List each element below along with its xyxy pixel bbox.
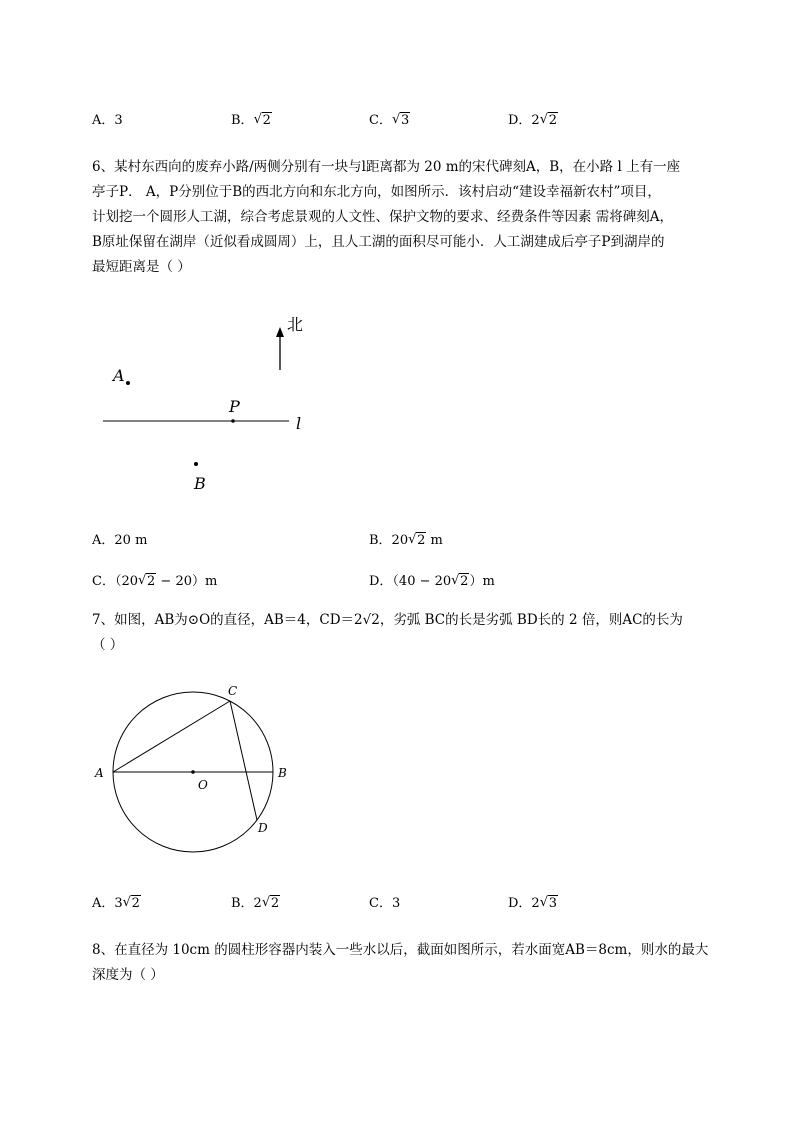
q6-option-a: A．20 m bbox=[92, 533, 148, 548]
sqrt-symbol bbox=[254, 113, 272, 128]
q6-label-a: A bbox=[113, 366, 125, 385]
q8-question-text bbox=[92, 938, 742, 988]
q7-option-b bbox=[231, 892, 280, 911]
q5-option-b-prefix: B． bbox=[231, 113, 254, 128]
q8-line-1: 8、在直径为 10cm 的圆柱形容器内装入一些水以后，截面如图所示，若水面宽AB＝8cm，则水的最大 bbox=[92, 942, 709, 958]
q7-line-2: （ ） bbox=[92, 637, 124, 653]
q8-line-2: 深度为（ ） bbox=[92, 967, 164, 983]
center-point-o bbox=[191, 770, 195, 774]
q6-line-3: 计划挖一个圆形人工湖，综合考虑景观的人文性、保护文物的要求、经费条件等因素 需将碑刻A， bbox=[92, 209, 674, 225]
point-p bbox=[231, 419, 235, 423]
q6-option-c bbox=[92, 570, 217, 589]
q5-option-b-radicand: 2 bbox=[262, 113, 271, 128]
q7-label-a: A bbox=[95, 766, 104, 780]
q7-label-d: D bbox=[258, 821, 268, 835]
point-b bbox=[194, 462, 198, 466]
q7-option-b-radicand: 2 bbox=[270, 896, 280, 911]
q6-option-c-suffix: − 20）m bbox=[156, 574, 218, 589]
q6-line-4: B原址保留在湖岸（近似看成圆周）上，且人工湖的面积尽可能小．人工湖建成后亭子P到湖岸的 bbox=[92, 234, 665, 250]
q6-option-b-radicand: 2 bbox=[417, 533, 426, 548]
q7-option-a-radicand: 2 bbox=[131, 896, 140, 911]
sqrt-symbol bbox=[138, 574, 156, 589]
north-arrow-icon bbox=[276, 327, 284, 337]
q6-option-d-prefix: D．（40 − 20 bbox=[369, 574, 452, 589]
sqrt-symbol bbox=[540, 896, 558, 911]
q6-option-c-prefix: C．（20 bbox=[92, 574, 138, 589]
q6-figure bbox=[0, 300, 794, 500]
q6-option-d bbox=[369, 570, 495, 589]
q7-question-text bbox=[92, 608, 742, 658]
q7-option-a-prefix: A．3 bbox=[92, 896, 123, 911]
q7-label-b: B bbox=[278, 766, 287, 780]
q7-option-c: C．3 bbox=[369, 896, 401, 911]
sqrt-symbol bbox=[123, 896, 141, 911]
q7-label-o: O bbox=[198, 778, 208, 792]
q5-option-b bbox=[231, 109, 272, 128]
q7-line-1: 7、如图，AB为⊙O的直径，AB＝4，CD＝2√2，劣弧 BC的长是劣弧 BD长的 2 倍，则AC的长为 bbox=[92, 612, 683, 628]
q5-option-a: A．3 bbox=[92, 113, 123, 128]
q6-label-p: P bbox=[229, 397, 240, 416]
q7-option-d-radicand: 3 bbox=[548, 896, 557, 911]
point-a bbox=[126, 381, 130, 385]
sqrt-symbol bbox=[451, 574, 469, 589]
q7-label-c: C bbox=[228, 684, 238, 698]
sqrt-symbol bbox=[392, 113, 410, 128]
sqrt-symbol bbox=[408, 533, 426, 548]
q6-option-d-radicand: 2 bbox=[460, 574, 469, 589]
sqrt-symbol bbox=[262, 896, 280, 911]
chord-ac bbox=[113, 701, 230, 772]
q6-north-label: 北 bbox=[287, 315, 304, 334]
q5-option-d bbox=[508, 109, 558, 128]
q6-label-b: B bbox=[194, 474, 206, 493]
q6-label-l: l bbox=[296, 414, 302, 433]
q6-option-b-prefix: B．20 bbox=[369, 533, 409, 548]
q7-figure bbox=[0, 675, 794, 865]
q5-option-c-prefix: C． bbox=[369, 113, 392, 128]
q6-line-2: 亭子P． A，P分别位于B的西北方向和东北方向，如图所示．该村启动“建设幸福新农村”项目， bbox=[92, 184, 661, 200]
q5-option-d-radicand: 2 bbox=[548, 113, 557, 128]
q7-option-a bbox=[92, 892, 141, 911]
q7-option-b-prefix: B．2 bbox=[231, 896, 262, 911]
q6-option-c-radicand: 2 bbox=[147, 574, 156, 589]
q6-question-text bbox=[92, 155, 742, 280]
q7-option-d-prefix: D．2 bbox=[508, 896, 540, 911]
q6-line-1: 6、某村东西向的废弃小路/两侧分别有一块与l距离都为 20 m的宋代碑刻A，B，在小路 l 上有一座 bbox=[92, 159, 681, 175]
q7-option-d bbox=[508, 892, 558, 911]
q5-option-c bbox=[369, 109, 410, 128]
q6-option-d-suffix: ）m bbox=[469, 574, 495, 589]
q6-option-b-suffix: m bbox=[426, 533, 443, 548]
q5-option-d-prefix: D．2 bbox=[508, 113, 540, 128]
sqrt-symbol bbox=[540, 113, 558, 128]
q5-option-c-radicand: 3 bbox=[400, 113, 410, 128]
q6-line-5: 最短距离是（ ） bbox=[92, 259, 191, 275]
q6-option-b bbox=[369, 529, 443, 548]
